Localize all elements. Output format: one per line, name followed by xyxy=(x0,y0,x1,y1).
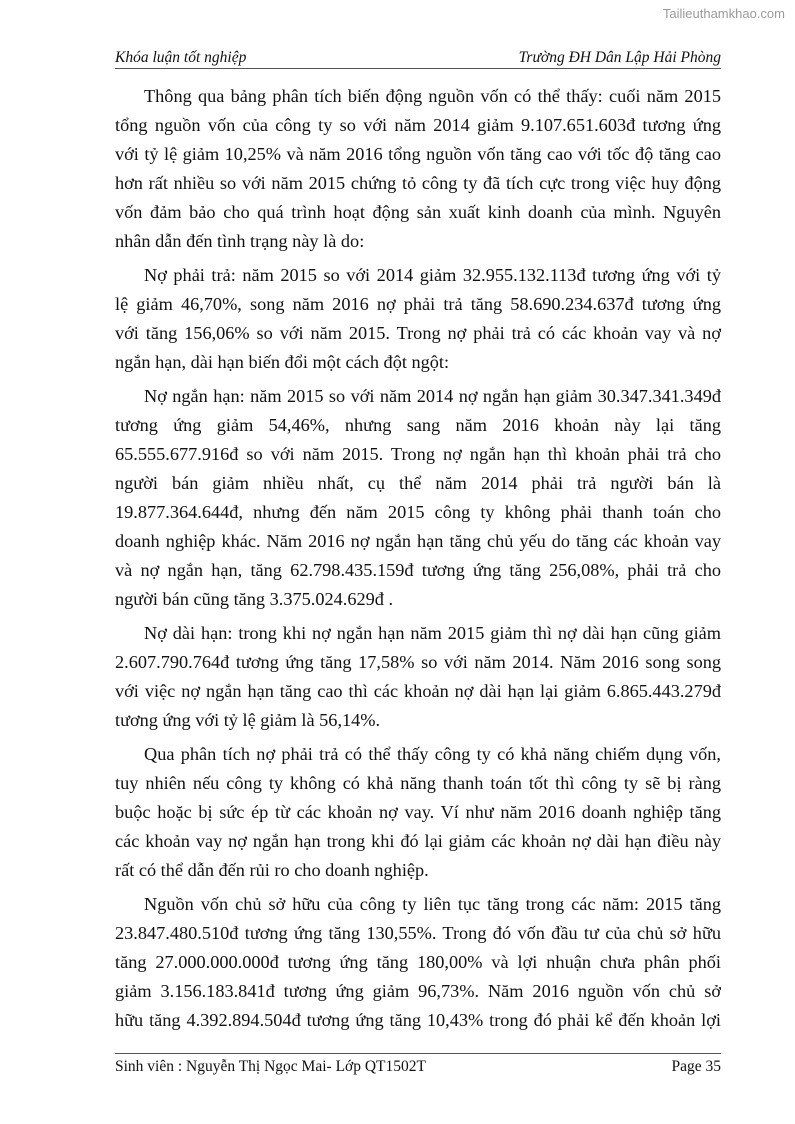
text-line: buộc hoặc bị sức ép từ các khoản nợ vay. Ví như năm 2016 doanh nghiệp tăng xyxy=(115,802,721,822)
paragraph xyxy=(115,619,721,735)
header-left: Khóa luận tốt nghiệp xyxy=(115,49,247,66)
text-line: nhân dẫn đến tình trạng này là do: xyxy=(115,231,365,251)
text-line: Qua phân tích nợ phải trả có thể thấy công ty có khả năng chiếm dụng vốn, xyxy=(144,744,721,764)
page-footer xyxy=(115,1053,721,1076)
text-line: tương ứng giảm 54,46%, nhưng sang năm 2016 khoản này lại tăng xyxy=(115,415,721,435)
text-line: Nợ dài hạn: trong khi nợ ngắn hạn năm 2015 giảm thì nợ dài hạn cũng giảm xyxy=(144,623,721,643)
text-line: Nguồn vốn chủ sở hữu của công ty liên tục tăng trong các năm: 2015 tăng xyxy=(144,894,721,914)
text-line: với tăng 156,06% so với năm 2015. Trong nợ phải trả có các khoản vay và nợ xyxy=(115,323,721,343)
text-line: và nợ ngắn hạn, tăng 62.798.435.159đ tương ứng tăng 256,08%, phải trả cho xyxy=(115,560,721,580)
text-line: 65.555.677.916đ so với năm 2015. Trong nợ ngắn hạn thì khoản phải trả cho xyxy=(115,444,721,464)
text-line: với việc nợ ngắn hạn tăng cao thì các khoản nợ dài hạn lại giảm 6.865.443.279đ xyxy=(115,681,721,701)
paragraph xyxy=(115,82,721,256)
watermark: Tailieuthamkhao.com xyxy=(662,6,785,21)
text-line: rất có thể dẫn đến rủi ro cho doanh nghiệp. xyxy=(115,860,429,880)
text-line: Nợ ngắn hạn: năm 2015 so với năm 2014 nợ ngắn hạn giảm 30.347.341.349đ xyxy=(144,386,721,406)
text-line: người bán giảm nhiều nhất, cụ thể năm 2014 phải trả người bán là xyxy=(115,473,721,493)
paragraph xyxy=(115,890,721,1035)
text-line: người bán cũng tăng 3.375.024.629đ . xyxy=(115,589,394,609)
text-line: ngắn hạn, dài hạn biến đổi một cách đột ngột: xyxy=(115,352,450,372)
document-body xyxy=(115,82,721,1040)
text-line: hữu tăng 4.392.894.504đ tương ứng tăng 10,43% trong đó phải kể đến khoản lợi xyxy=(115,1010,721,1030)
text-line: Thông qua bảng phân tích biến động nguồn vốn có thể thấy: cuối năm 2015 xyxy=(144,86,721,106)
text-line: tổng nguồn vốn của công ty so với năm 2014 giảm 9.107.651.603đ tương ứng xyxy=(115,115,721,135)
footer-author: Sinh viên : Nguyễn Thị Ngọc Mai- Lớp QT1502T xyxy=(115,1058,426,1075)
page-header xyxy=(115,48,721,69)
text-line: tương ứng với tỷ lệ giảm là 56,14%. xyxy=(115,710,381,730)
text-line: 2.607.790.764đ tương ứng tăng 17,58% so với năm 2014. Năm 2016 song song xyxy=(115,652,721,672)
text-line: doanh nghiệp khác. Năm 2016 nợ ngắn hạn tăng chủ yếu do tăng các khoản vay xyxy=(115,531,721,551)
text-line: các khoản vay nợ ngắn hạn trong khi đó lại giảm các khoản nợ dài hạn điều này xyxy=(115,831,721,851)
paragraph xyxy=(115,261,721,377)
text-line: Nợ phải trả: năm 2015 so với 2014 giảm 32.955.132.113đ tương ứng với tỷ xyxy=(144,265,721,285)
text-line: 23.847.480.510đ tương ứng tăng 130,55%. Trong đó vốn đầu tư của chủ sở hữu xyxy=(115,923,721,943)
header-right: Trường ĐH Dân Lập Hải Phòng xyxy=(518,49,721,66)
page-number: Page 35 xyxy=(671,1058,721,1075)
text-line: hơn rất nhiều so với năm 2015 chứng tỏ công ty đã tích cực trong việc huy động xyxy=(115,173,721,193)
text-line: với tỷ lệ giảm 10,25% và năm 2016 tổng nguồn vốn tăng cao với tốc độ tăng cao xyxy=(115,144,721,164)
text-line: giảm 3.156.183.841đ tương ứng giảm 96,73%. Năm 2016 nguồn vốn chủ sở xyxy=(115,981,721,1001)
text-line: lệ giảm 46,70%, song năm 2016 nợ phải trả tăng 58.690.234.637đ tương ứng xyxy=(115,294,721,314)
paragraph xyxy=(115,740,721,885)
paragraph xyxy=(115,382,721,614)
text-line: vốn đảm bảo cho quá trình hoạt động sản xuất kinh doanh của mình. Nguyên xyxy=(115,202,721,222)
text-line: tuy nhiên nếu công ty không có khả năng thanh toán tốt thì công ty sẽ bị ràng xyxy=(115,773,721,793)
text-line: tăng 27.000.000.000đ tương ứng tăng 180,00% và lợi nhuận chưa phân phối xyxy=(115,952,721,972)
text-line: 19.877.364.644đ, nhưng đến năm 2015 công ty không phải thanh toán cho xyxy=(115,502,721,522)
